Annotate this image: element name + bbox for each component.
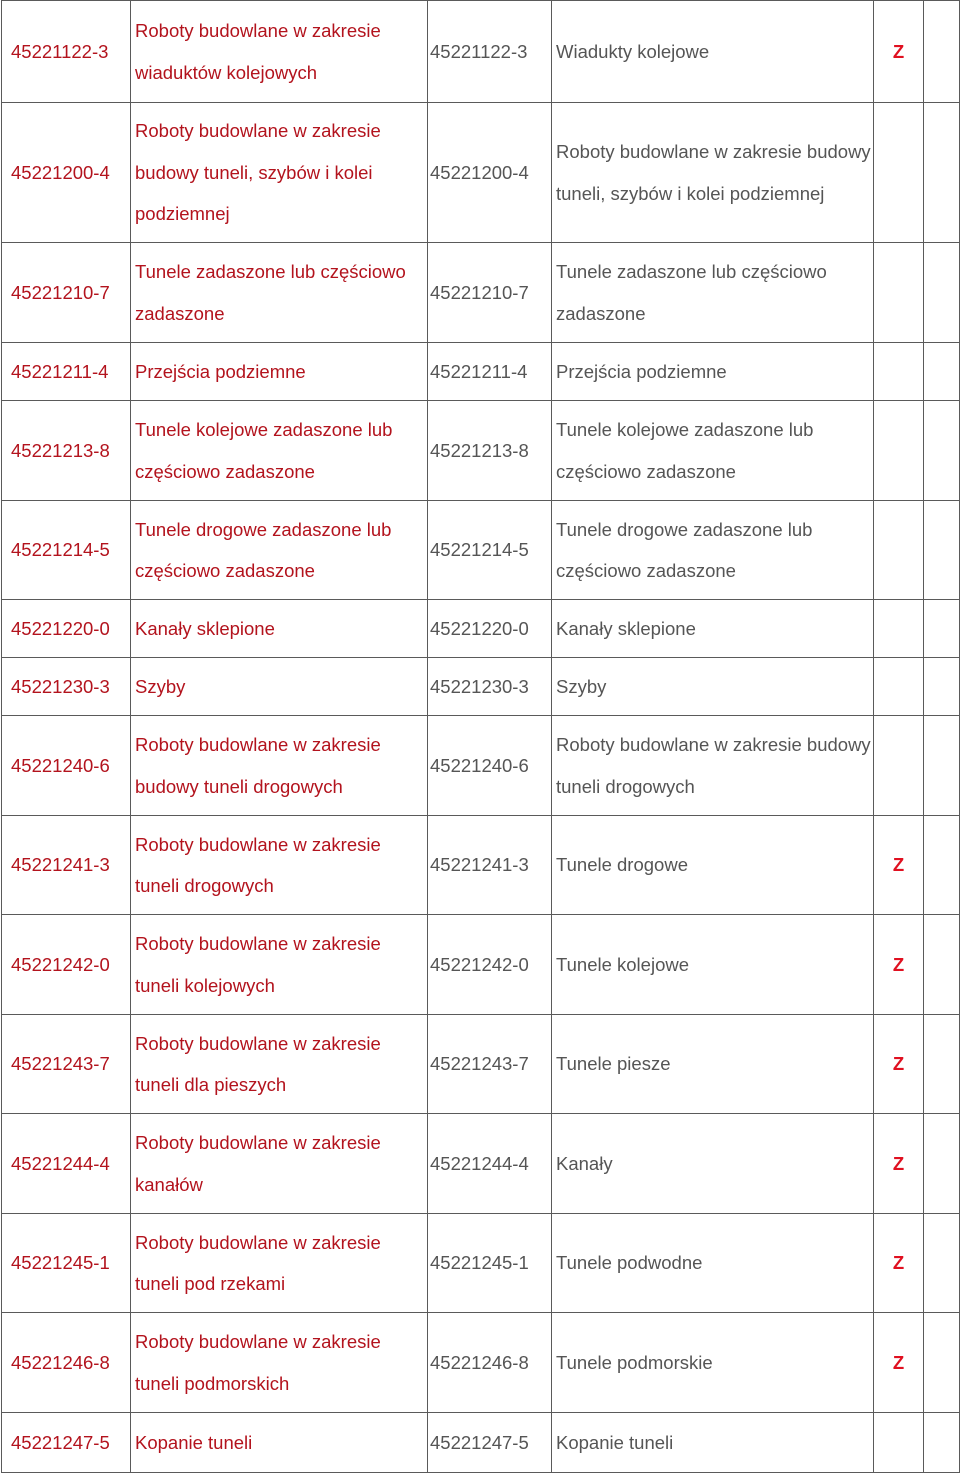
table-row (2, 1, 960, 103)
table-row (2, 600, 960, 658)
new-cpv-code: 45221241-3 (428, 816, 552, 915)
empty-cell (924, 1313, 960, 1413)
new-cpv-description: Tunele zadaszone lub częściowo zadaszone (552, 243, 874, 343)
table-row (2, 716, 960, 816)
change-flag: Z (874, 1114, 924, 1214)
old-cpv-code: 45221246-8 (2, 1313, 131, 1413)
empty-cell (924, 915, 960, 1015)
old-cpv-code: 45221213-8 (2, 401, 131, 501)
old-cpv-description: Tunele drogowe zadaszone lub częściowo zadaszone (131, 501, 428, 600)
table-row (2, 1413, 960, 1473)
new-cpv-description: Roboty budowlane w zakresie budowy tuneli, szybów i kolei podziemnej (552, 103, 874, 243)
old-cpv-code: 45221230-3 (2, 658, 131, 716)
table-row (2, 915, 960, 1015)
change-flag (874, 716, 924, 816)
new-cpv-description: Tunele podmorskie (552, 1313, 874, 1413)
change-flag: Z (874, 1214, 924, 1313)
empty-cell (924, 243, 960, 343)
old-cpv-code: 45221243-7 (2, 1015, 131, 1114)
new-cpv-description: Tunele kolejowe zadaszone lub częściowo zadaszone (552, 401, 874, 501)
old-cpv-description: Roboty budowlane w zakresie tuneli drogowych (131, 816, 428, 915)
table-row (2, 1214, 960, 1313)
old-cpv-code: 45221214-5 (2, 501, 131, 600)
old-cpv-code: 45221210-7 (2, 243, 131, 343)
change-flag (874, 600, 924, 658)
new-cpv-description: Kopanie tuneli (552, 1413, 874, 1473)
empty-cell (924, 1413, 960, 1473)
old-cpv-code: 45221240-6 (2, 716, 131, 816)
change-flag (874, 401, 924, 501)
old-cpv-description: Kopanie tuneli (131, 1413, 428, 1473)
new-cpv-code: 45221200-4 (428, 103, 552, 243)
new-cpv-code: 45221240-6 (428, 716, 552, 816)
empty-cell (924, 103, 960, 243)
old-cpv-description: Roboty budowlane w zakresie wiaduktów kolejowych (131, 1, 428, 103)
old-cpv-code: 45221244-4 (2, 1114, 131, 1214)
old-cpv-description: Szyby (131, 658, 428, 716)
new-cpv-code: 45221211-4 (428, 343, 552, 401)
new-cpv-code: 45221122-3 (428, 1, 552, 103)
table-row (2, 501, 960, 600)
empty-cell (924, 600, 960, 658)
new-cpv-description: Wiadukty kolejowe (552, 1, 874, 103)
table-row (2, 658, 960, 716)
old-cpv-code: 45221241-3 (2, 816, 131, 915)
table-row (2, 1114, 960, 1214)
old-cpv-code: 45221200-4 (2, 103, 131, 243)
empty-cell (924, 1214, 960, 1313)
empty-cell (924, 1015, 960, 1114)
new-cpv-description: Kanały (552, 1114, 874, 1214)
empty-cell (924, 1, 960, 103)
old-cpv-description: Roboty budowlane w zakresie tuneli pod rzekami (131, 1214, 428, 1313)
table-body (2, 1, 960, 1473)
change-flag (874, 343, 924, 401)
new-cpv-code: 45221243-7 (428, 1015, 552, 1114)
old-cpv-code: 45221242-0 (2, 915, 131, 1015)
empty-cell (924, 401, 960, 501)
change-flag: Z (874, 816, 924, 915)
change-flag (874, 103, 924, 243)
change-flag (874, 658, 924, 716)
new-cpv-description: Szyby (552, 658, 874, 716)
new-cpv-code: 45221242-0 (428, 915, 552, 1015)
new-cpv-description: Tunele drogowe zadaszone lub częściowo zadaszone (552, 501, 874, 600)
change-flag: Z (874, 1, 924, 103)
table-row (2, 1015, 960, 1114)
new-cpv-code: 45221244-4 (428, 1114, 552, 1214)
new-cpv-description: Roboty budowlane w zakresie budowy tuneli drogowych (552, 716, 874, 816)
change-flag: Z (874, 915, 924, 1015)
old-cpv-description: Przejścia podziemne (131, 343, 428, 401)
empty-cell (924, 343, 960, 401)
old-cpv-code: 45221247-5 (2, 1413, 131, 1473)
old-cpv-description: Tunele kolejowe zadaszone lub częściowo zadaszone (131, 401, 428, 501)
table-row (2, 343, 960, 401)
cpv-comparison-table (1, 0, 960, 1473)
new-cpv-code: 45221210-7 (428, 243, 552, 343)
new-cpv-description: Tunele piesze (552, 1015, 874, 1114)
old-cpv-description: Kanały sklepione (131, 600, 428, 658)
empty-cell (924, 1114, 960, 1214)
old-cpv-description: Roboty budowlane w zakresie tuneli dla pieszych (131, 1015, 428, 1114)
empty-cell (924, 501, 960, 600)
change-flag (874, 501, 924, 600)
table-row (2, 103, 960, 243)
new-cpv-description: Tunele kolejowe (552, 915, 874, 1015)
table-row (2, 816, 960, 915)
change-flag (874, 243, 924, 343)
table-row (2, 1313, 960, 1413)
table-row (2, 243, 960, 343)
new-cpv-code: 45221247-5 (428, 1413, 552, 1473)
table-row (2, 401, 960, 501)
empty-cell (924, 658, 960, 716)
new-cpv-code: 45221230-3 (428, 658, 552, 716)
old-cpv-code: 45221220-0 (2, 600, 131, 658)
new-cpv-code: 45221214-5 (428, 501, 552, 600)
old-cpv-code: 45221245-1 (2, 1214, 131, 1313)
change-flag: Z (874, 1313, 924, 1413)
empty-cell (924, 716, 960, 816)
new-cpv-code: 45221246-8 (428, 1313, 552, 1413)
new-cpv-code: 45221245-1 (428, 1214, 552, 1313)
old-cpv-description: Roboty budowlane w zakresie tuneli kolejowych (131, 915, 428, 1015)
change-flag: Z (874, 1015, 924, 1114)
old-cpv-description: Roboty budowlane w zakresie kanałów (131, 1114, 428, 1214)
new-cpv-code: 45221213-8 (428, 401, 552, 501)
new-cpv-description: Przejścia podziemne (552, 343, 874, 401)
old-cpv-description: Roboty budowlane w zakresie budowy tuneli, szybów i kolei podziemnej (131, 103, 428, 243)
change-flag (874, 1413, 924, 1473)
new-cpv-code: 45221220-0 (428, 600, 552, 658)
old-cpv-description: Tunele zadaszone lub częściowo zadaszone (131, 243, 428, 343)
old-cpv-code: 45221211-4 (2, 343, 131, 401)
new-cpv-description: Tunele podwodne (552, 1214, 874, 1313)
new-cpv-description: Kanały sklepione (552, 600, 874, 658)
old-cpv-description: Roboty budowlane w zakresie tuneli podmorskich (131, 1313, 428, 1413)
old-cpv-description: Roboty budowlane w zakresie budowy tuneli drogowych (131, 716, 428, 816)
old-cpv-code: 45221122-3 (2, 1, 131, 103)
new-cpv-description: Tunele drogowe (552, 816, 874, 915)
empty-cell (924, 816, 960, 915)
